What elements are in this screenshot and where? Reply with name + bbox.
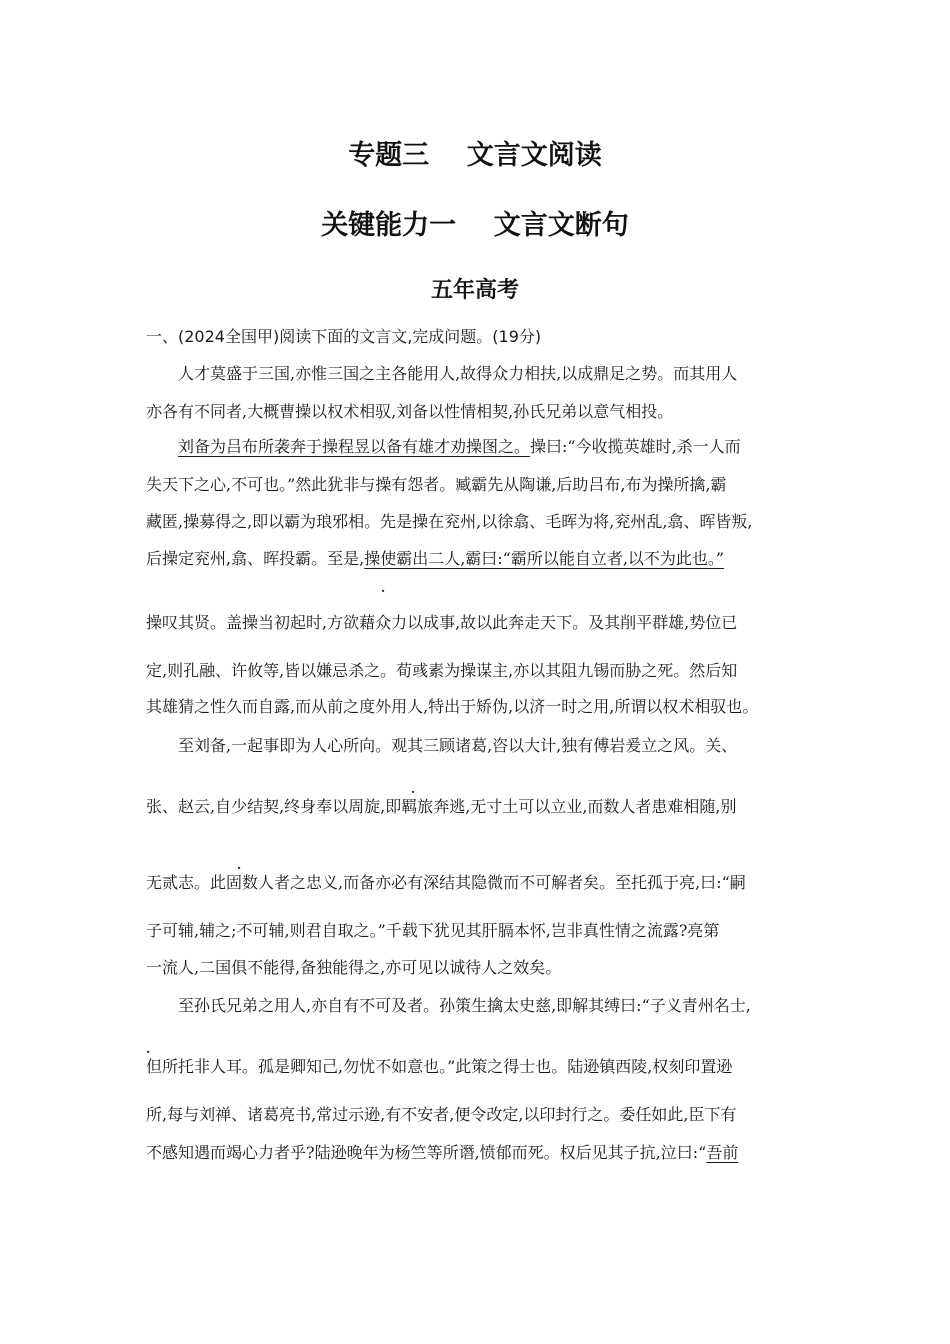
emphasis-dot: .: [381, 581, 386, 595]
underlined-sentence-2: 操使霸出二人,霸曰:“霸所以能自立者,以不为此也。”: [364, 549, 725, 568]
passage-line: 藏匿,操募得之,即以霸为琅邪相。先是操在兖州,以徐翕、毛晖为将,兖州乱,翕、晖皆叛,: [146, 512, 753, 531]
passage-text: 操曰:“今收揽英雄时,杀一人而: [530, 437, 741, 456]
passage-line: 子可辅,辅之;不可辅,则君自取之。”千载下犹见其肝膈本怀,岂非真性情之流露?亮第: [146, 921, 720, 940]
passage-line: 一流人,二国俱不能得,备独能得之,亦可见以诚待人之效矣。: [146, 958, 562, 977]
passage-text: 后操定兖州,翕、晖投霸。至是,: [146, 549, 365, 568]
emphasis-dot: .: [411, 782, 416, 796]
passage-text: 不感知遇而竭心力者乎?陆逊晚年为杨竺等所谮,愤郁而死。权后见其子抗,泣曰:“: [146, 1143, 707, 1162]
passage-line: 张、赵云,自少结契,终身奉以周旋,即羁旅奔逃,无寸土可以立业,而数人者患难相随,别: [146, 797, 737, 816]
underlined-sentence-3: 吾前: [706, 1143, 739, 1162]
passage-line: 但所托非人耳。孤是卿知己,勿忧不如意也。”此策之得士也。陆逊镇西陵,权刻印置逊: [146, 1057, 733, 1076]
passage-line: 至孙氏兄弟之用人,亦自有不可及者。孙策生擒太史慈,即解其缚曰:“子义青州名士,: [178, 996, 751, 1015]
passage-line: [146, 549, 724, 569]
passage-line: 定,则孔融、许攸等,皆以嫌忌杀之。荀彧素为操谋主,亦以其阻九锡而胁之死。然后知: [146, 661, 738, 680]
passage-line: 无贰志。此固数人者之忠义,而备亦必有深结其隐微而不可解者矣。至托孤于亮,曰:“嗣: [146, 873, 746, 892]
passage-line: [178, 437, 741, 457]
passage-line: [146, 1143, 738, 1163]
emphasis-dot: .: [237, 858, 242, 872]
passage-line: 至刘备,一起事即为人心所向。观其三顾诸葛,咨以大计,独有傅岩爰立之风。关、: [178, 736, 738, 755]
underlined-sentence-1: 刘备为吕布所袭奔于操程昱以备有雄才劝操图之。: [178, 437, 531, 456]
question-label: 一、(2024全国甲)阅读下面的文言文,完成问题。(19分): [146, 327, 542, 346]
ability-title: 关键能力一 文言文断句: [321, 210, 629, 241]
passage-line: 操叹其贤。盖操当初起时,方欲藉众力以成事,故以此奔走天下。及其削平群雄,势位已: [146, 613, 738, 632]
topic-title: 专题三 文言文阅读: [348, 140, 602, 171]
section-title: 五年高考: [430, 278, 519, 303]
passage-line: 所,每与刘禅、诸葛亮书,常过示逊,有不安者,便令改定,以印封行之。委任如此,臣下有: [146, 1105, 737, 1124]
passage-line: 亦各有不同者,大概曹操以权术相驭,刘备以性情相契,孙氏兄弟以意气相投。: [146, 402, 674, 421]
passage-line: 人才莫盛于三国,亦惟三国之主各能用人,故得众力相扶,以成鼎足之势。而其用人: [178, 364, 738, 383]
passage-line: 其雄猜之性久而自露,而从前之度外用人,特出于矫伪,以济一时之用,所谓以权术相驭也。: [146, 697, 759, 716]
passage-line: 失天下之心,不可也。”然此犹非与操有怨者。臧霸先从陶谦,后助吕布,布为操所擒,霸: [146, 475, 727, 494]
emphasis-dot: .: [146, 1042, 151, 1056]
